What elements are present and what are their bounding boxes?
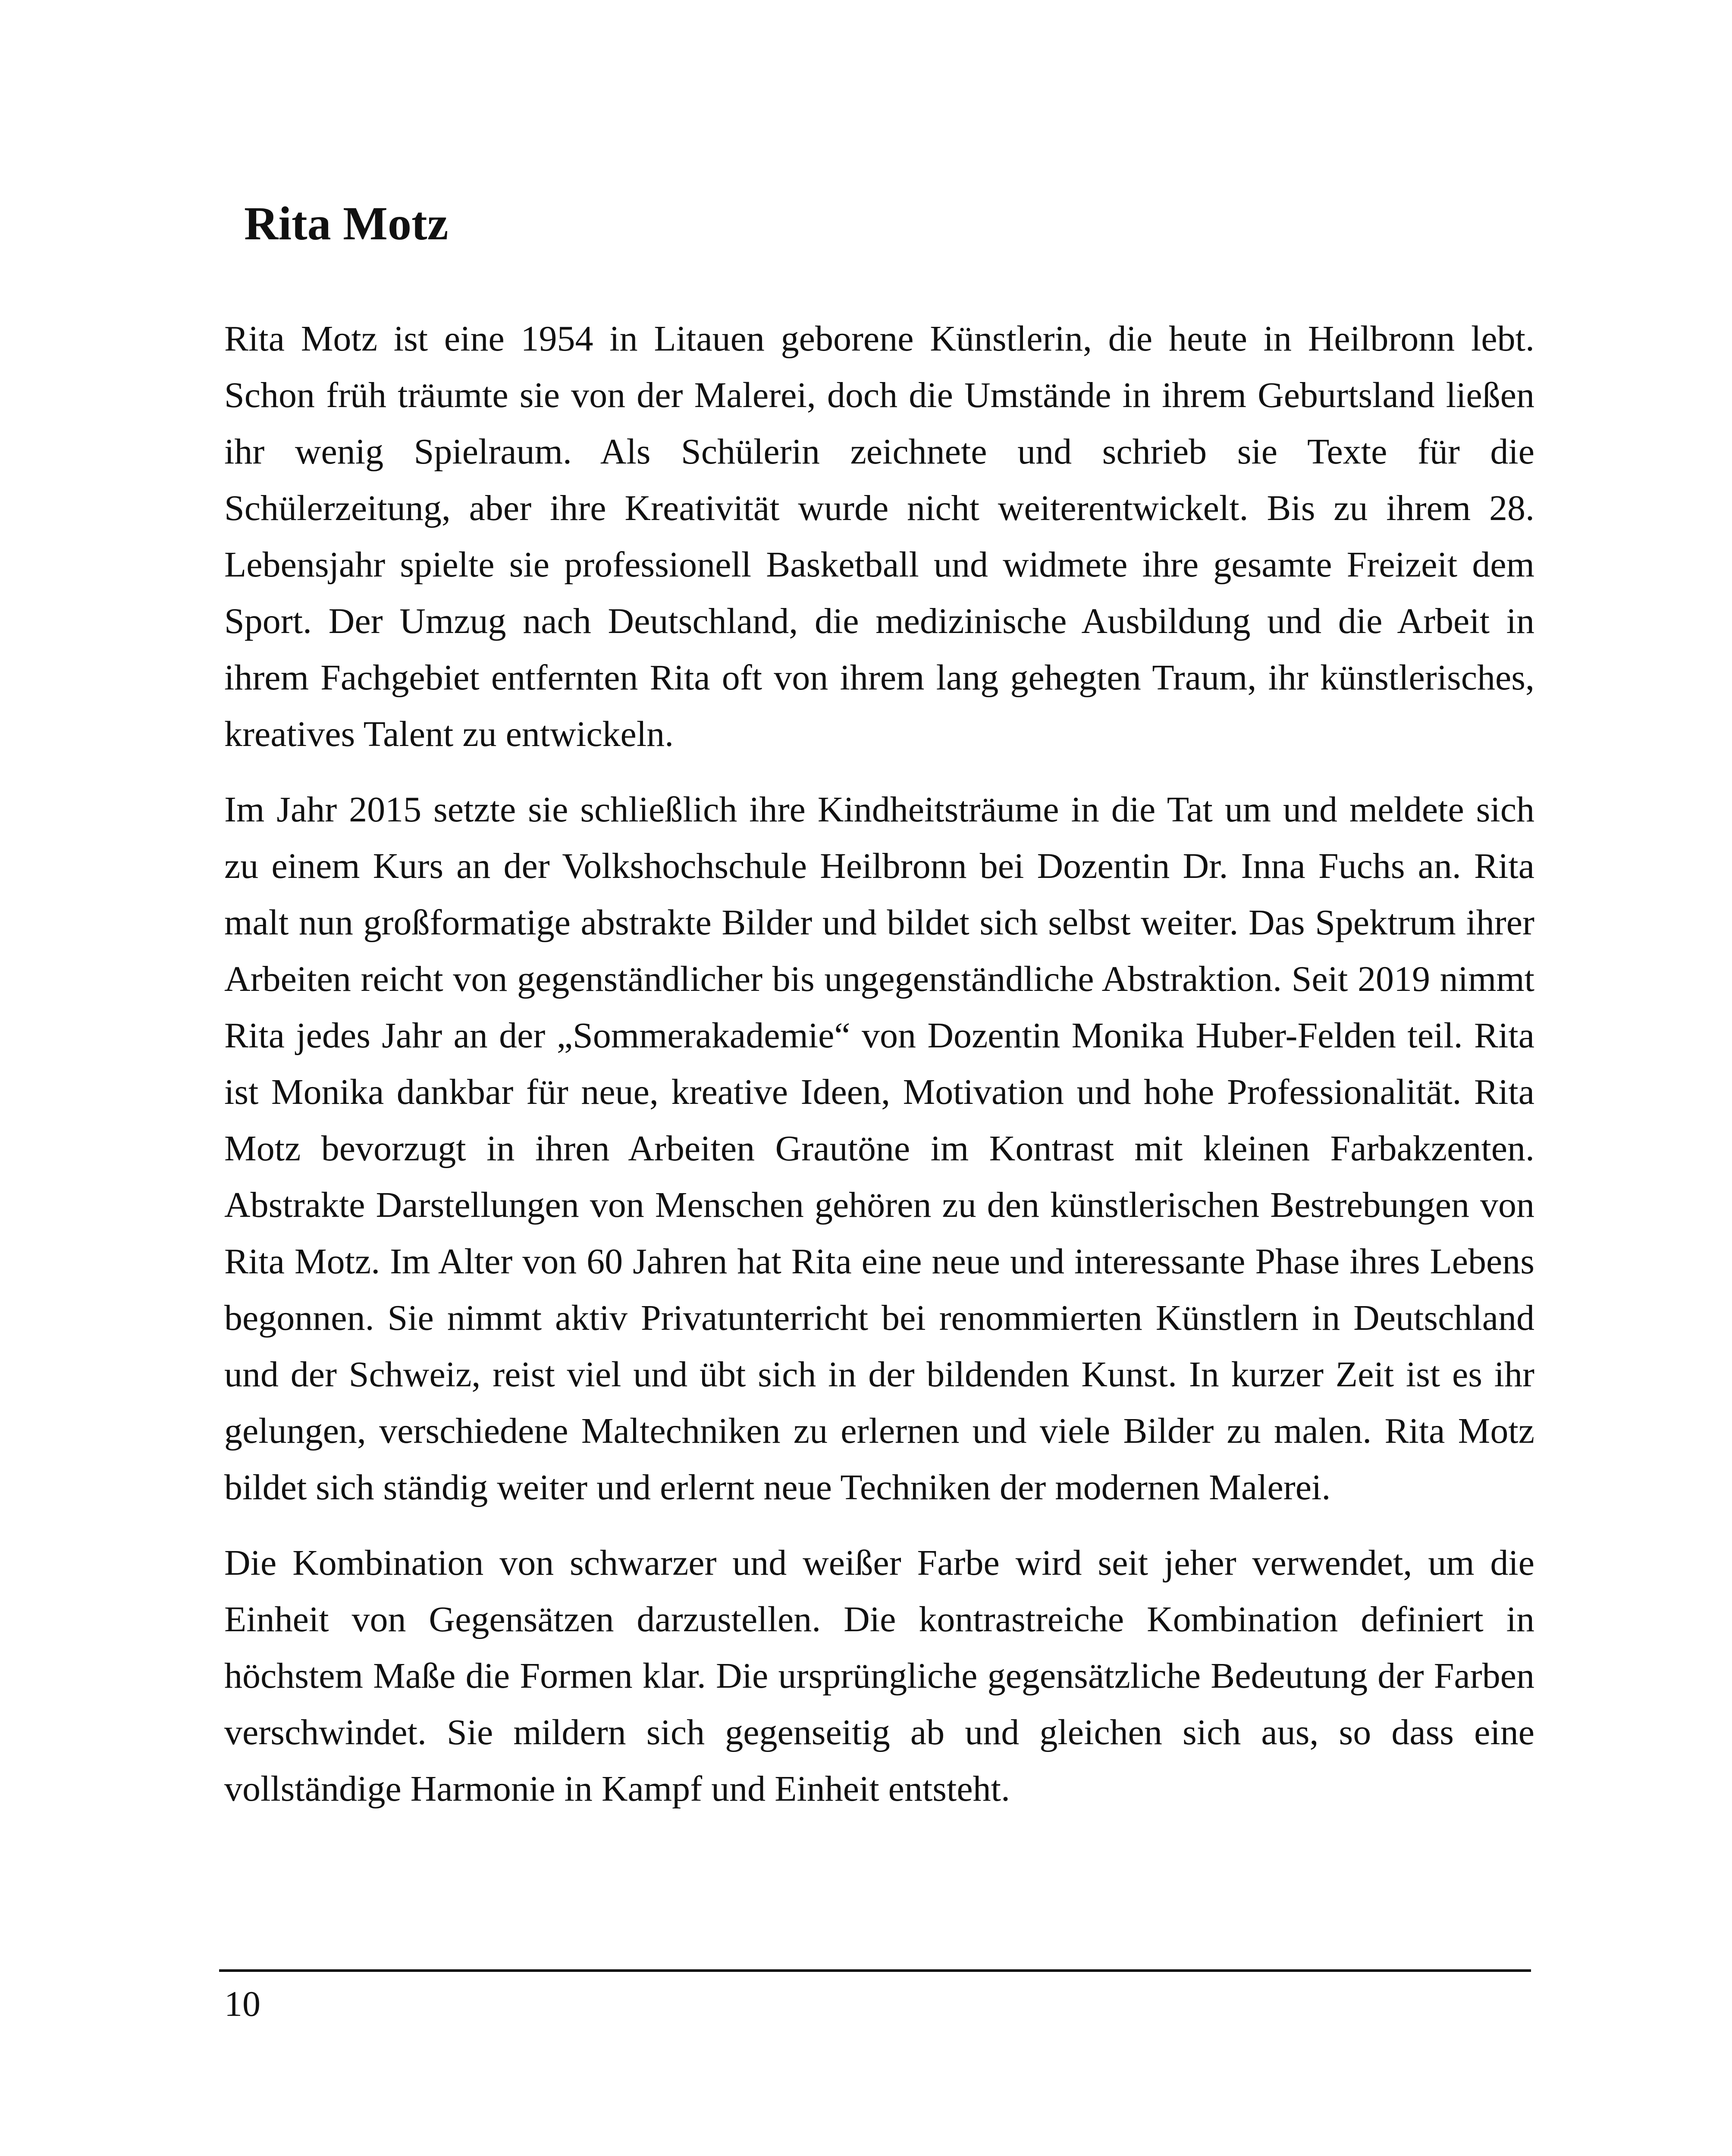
page-title: Rita Motz <box>244 197 449 250</box>
body-text <box>224 310 1534 1836</box>
page-number: 10 <box>224 1984 260 2024</box>
paragraph-3: Die Kombination von schwarzer und weißer Farbe wird seit jeher verwendet, um die Einheit von Gegensätzen darzustellen. Die kontrastreiche Kombination definiert in höchstem Maße die Formen klar. Die ursprüngliche gegensätzliche Bedeutung der Farben verschwindet. Sie mildern sich gegenseitig ab und gleichen sich aus, so dass eine vollständige Harmonie in Kampf und Einheit entsteht. <box>224 1543 1534 1809</box>
paragraph-2: Im Jahr 2015 setzte sie schließlich ihre Kindheitsträume in die Tat um und meldete sich zu einem Kurs an der Volkshochschule Heilbronn bei Dozentin Dr. Inna Fuchs an. Rita malt nun großformatige abstrakte Bilder und bildet sich selbst weiter. Das Spektrum ihrer Arbeiten reicht von gegenständlicher bis ungegenständliche Abstraktion. Seit 2019 nimmt Rita jedes Jahr an der „Sommerakademie“ von Dozentin Monika Huber-Felden teil. Rita ist Monika dankbar für neue, kreative Ideen, Motivation und hohe Professionalität. Rita Motz bevorzugt in ihren Arbeiten Grautöne im Kontrast mit kleinen Farbakzenten. Abstrakte Darstellungen von Menschen gehören zu den künstlerischen Bestrebungen von Rita Motz. Im Alter von 60 Jahren hat Rita eine neue und interessante Phase ihres Lebens begonnen. Sie nimmt aktiv Privatunterricht bei renommierten Künstlern in Deutschland und der Schweiz, reist viel und übt sich in der bildenden Kunst. In kurzer Zeit ist es ihr gelungen, verschiedene Maltechniken zu erlernen und viele Bilder zu malen. Rita Motz bildet sich ständig weiter und erlernt neue Techniken der modernen Malerei. <box>224 790 1534 1507</box>
paragraph-1: Rita Motz ist eine 1954 in Litauen geborene Künstlerin, die heute in Heilbronn lebt. Schon früh träumte sie von der Malerei, doch die Umstände in ihrem Geburtsland ließen ihr wenig Spielraum. Als Schülerin zeichnete und schrieb sie Texte für die Schülerzeitung, aber ihre Kreativität wurde nicht weiterentwickelt. Bis zu ihrem 28. Lebensjahr spielte sie professionell Basketball und widmete ihre gesamte Freizeit dem Sport. Der Umzug nach Deutschland, die medizinische Ausbildung und die Arbeit in ihrem Fachgebiet entfernten Rita oft von ihrem lang gehegten Traum, ihr künstlerisches, kreatives Talent zu entwickeln. <box>224 319 1534 754</box>
footer-rule <box>219 1969 1531 1972</box>
